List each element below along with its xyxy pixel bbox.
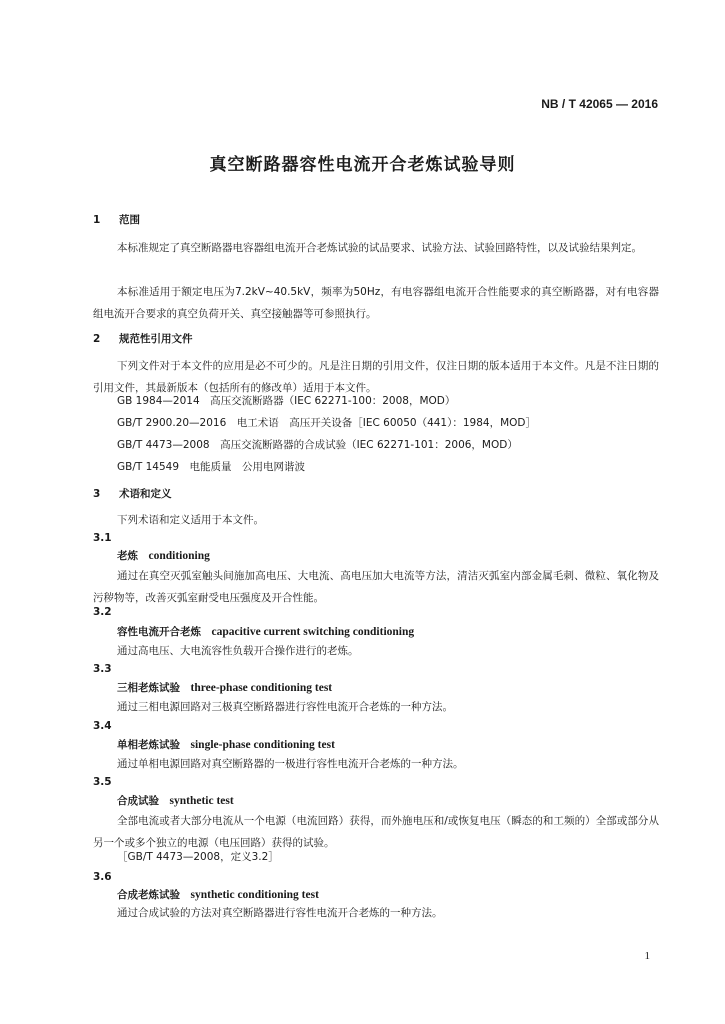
term-number: 3.1 xyxy=(93,532,112,544)
term-definition: 通过在真空灭弧室触头间施加高电压、大电流、高电压加大电流等方法，清洁灭弧室内部金属毛刺、微粒、氧化物及污秽物等，改善灭弧室耐受电压强度及开合性能。 xyxy=(93,570,659,604)
term-definition: 通过合成试验的方法对真空断路器进行容性电流开合老炼的一种方法。 xyxy=(117,907,443,919)
section-1-heading xyxy=(93,209,659,231)
term-heading xyxy=(117,790,683,812)
term-chinese: 三相老炼试验 xyxy=(117,682,180,694)
section-1-paragraph-1: 本标准规定了真空断路器电容器组电流开合老炼试验的试品要求、试验方法、试验回路特性，以及试验结果判定。 xyxy=(117,242,642,254)
reference-item: GB 1984—2014 高压交流断路器（IEC 62271-100：2008，MOD） xyxy=(117,395,456,407)
section-title: 范围 xyxy=(119,214,140,226)
section-number: 3 xyxy=(93,488,101,500)
section-3-intro: 下列术语和定义适用于本文件。 xyxy=(117,514,264,526)
term-english: three-phase conditioning test xyxy=(190,682,333,694)
term-definition: 全部电流或者大部分电流从一个电源（电流回路）获得，而外施电压和/或恢复电压（瞬态的和工频的）全部或部分从另一个或多个独立的电源（电压回路）获得的试验。 xyxy=(93,815,659,849)
term-definition: 通过单相电源回路对真空断路器的一极进行容性电流开合老炼的一种方法。 xyxy=(117,758,464,770)
term-english: synthetic test xyxy=(169,795,234,807)
section-1-paragraph-2: 本标准适用于额定电压为7.2kV~40.5kV，频率为50Hz，有电容器组电流开合性能要求的真空断路器，对有电容器组电流开合要求的真空负荷开关、真空接触器等可参照执行。 xyxy=(93,286,659,320)
section-2-heading xyxy=(93,328,659,350)
term-chinese: 合成试验 xyxy=(117,795,159,807)
section-2-paragraph: 下列文件对于本文件的应用是必不可少的。凡是注日期的引用文件，仅注日期的版本适用于本文件。凡是不注日期的引用文件，其最新版本（包括所有的修改单）适用于本文件。 xyxy=(93,360,659,394)
term-chinese: 合成老炼试验 xyxy=(117,889,180,901)
term-number: 3.3 xyxy=(93,663,112,675)
section-3-heading xyxy=(93,483,659,505)
term-chinese: 单相老炼试验 xyxy=(117,739,180,751)
term-number: 3.4 xyxy=(93,720,112,732)
reference-item: GB/T 14549 电能质量 公用电网谐波 xyxy=(117,461,306,473)
term-source: ［GB/T 4473—2008，定义3.2］ xyxy=(117,851,279,863)
term-heading xyxy=(117,545,683,567)
section-title: 术语和定义 xyxy=(119,488,172,500)
reference-item: GB/T 4473—2008 高压交流断路器的合成试验（IEC 62271-101：2006，MOD） xyxy=(117,439,518,451)
reference-item: GB/T 2900.20—2016 电工术语 高压开关设备［IEC 60050（441）：1984，MOD］ xyxy=(117,417,536,429)
page-number: 1 xyxy=(644,950,650,962)
section-number: 2 xyxy=(93,333,101,345)
term-english: conditioning xyxy=(148,550,210,562)
standard-number: NB / T 42065 — 2016 xyxy=(541,97,658,111)
term-definition: 通过三相电源回路对三极真空断路器进行容性电流开合老炼的一种方法。 xyxy=(117,701,453,713)
term-number: 3.6 xyxy=(93,871,112,883)
term-definition: 通过高电压、大电流容性负载开合操作进行的老炼。 xyxy=(117,645,359,657)
term-english: capacitive current switching conditioning xyxy=(211,626,415,638)
section-title: 规范性引用文件 xyxy=(119,333,193,345)
term-chinese: 容性电流开合老炼 xyxy=(117,626,201,638)
term-chinese: 老炼 xyxy=(117,550,138,562)
section-number: 1 xyxy=(93,214,101,226)
document-title: 真空断路器容性电流开合老炼试验导则 xyxy=(209,155,516,175)
term-number: 3.2 xyxy=(93,606,112,618)
term-english: single-phase conditioning test xyxy=(190,739,335,751)
term-english: synthetic conditioning test xyxy=(190,889,319,901)
term-number: 3.5 xyxy=(93,776,112,788)
